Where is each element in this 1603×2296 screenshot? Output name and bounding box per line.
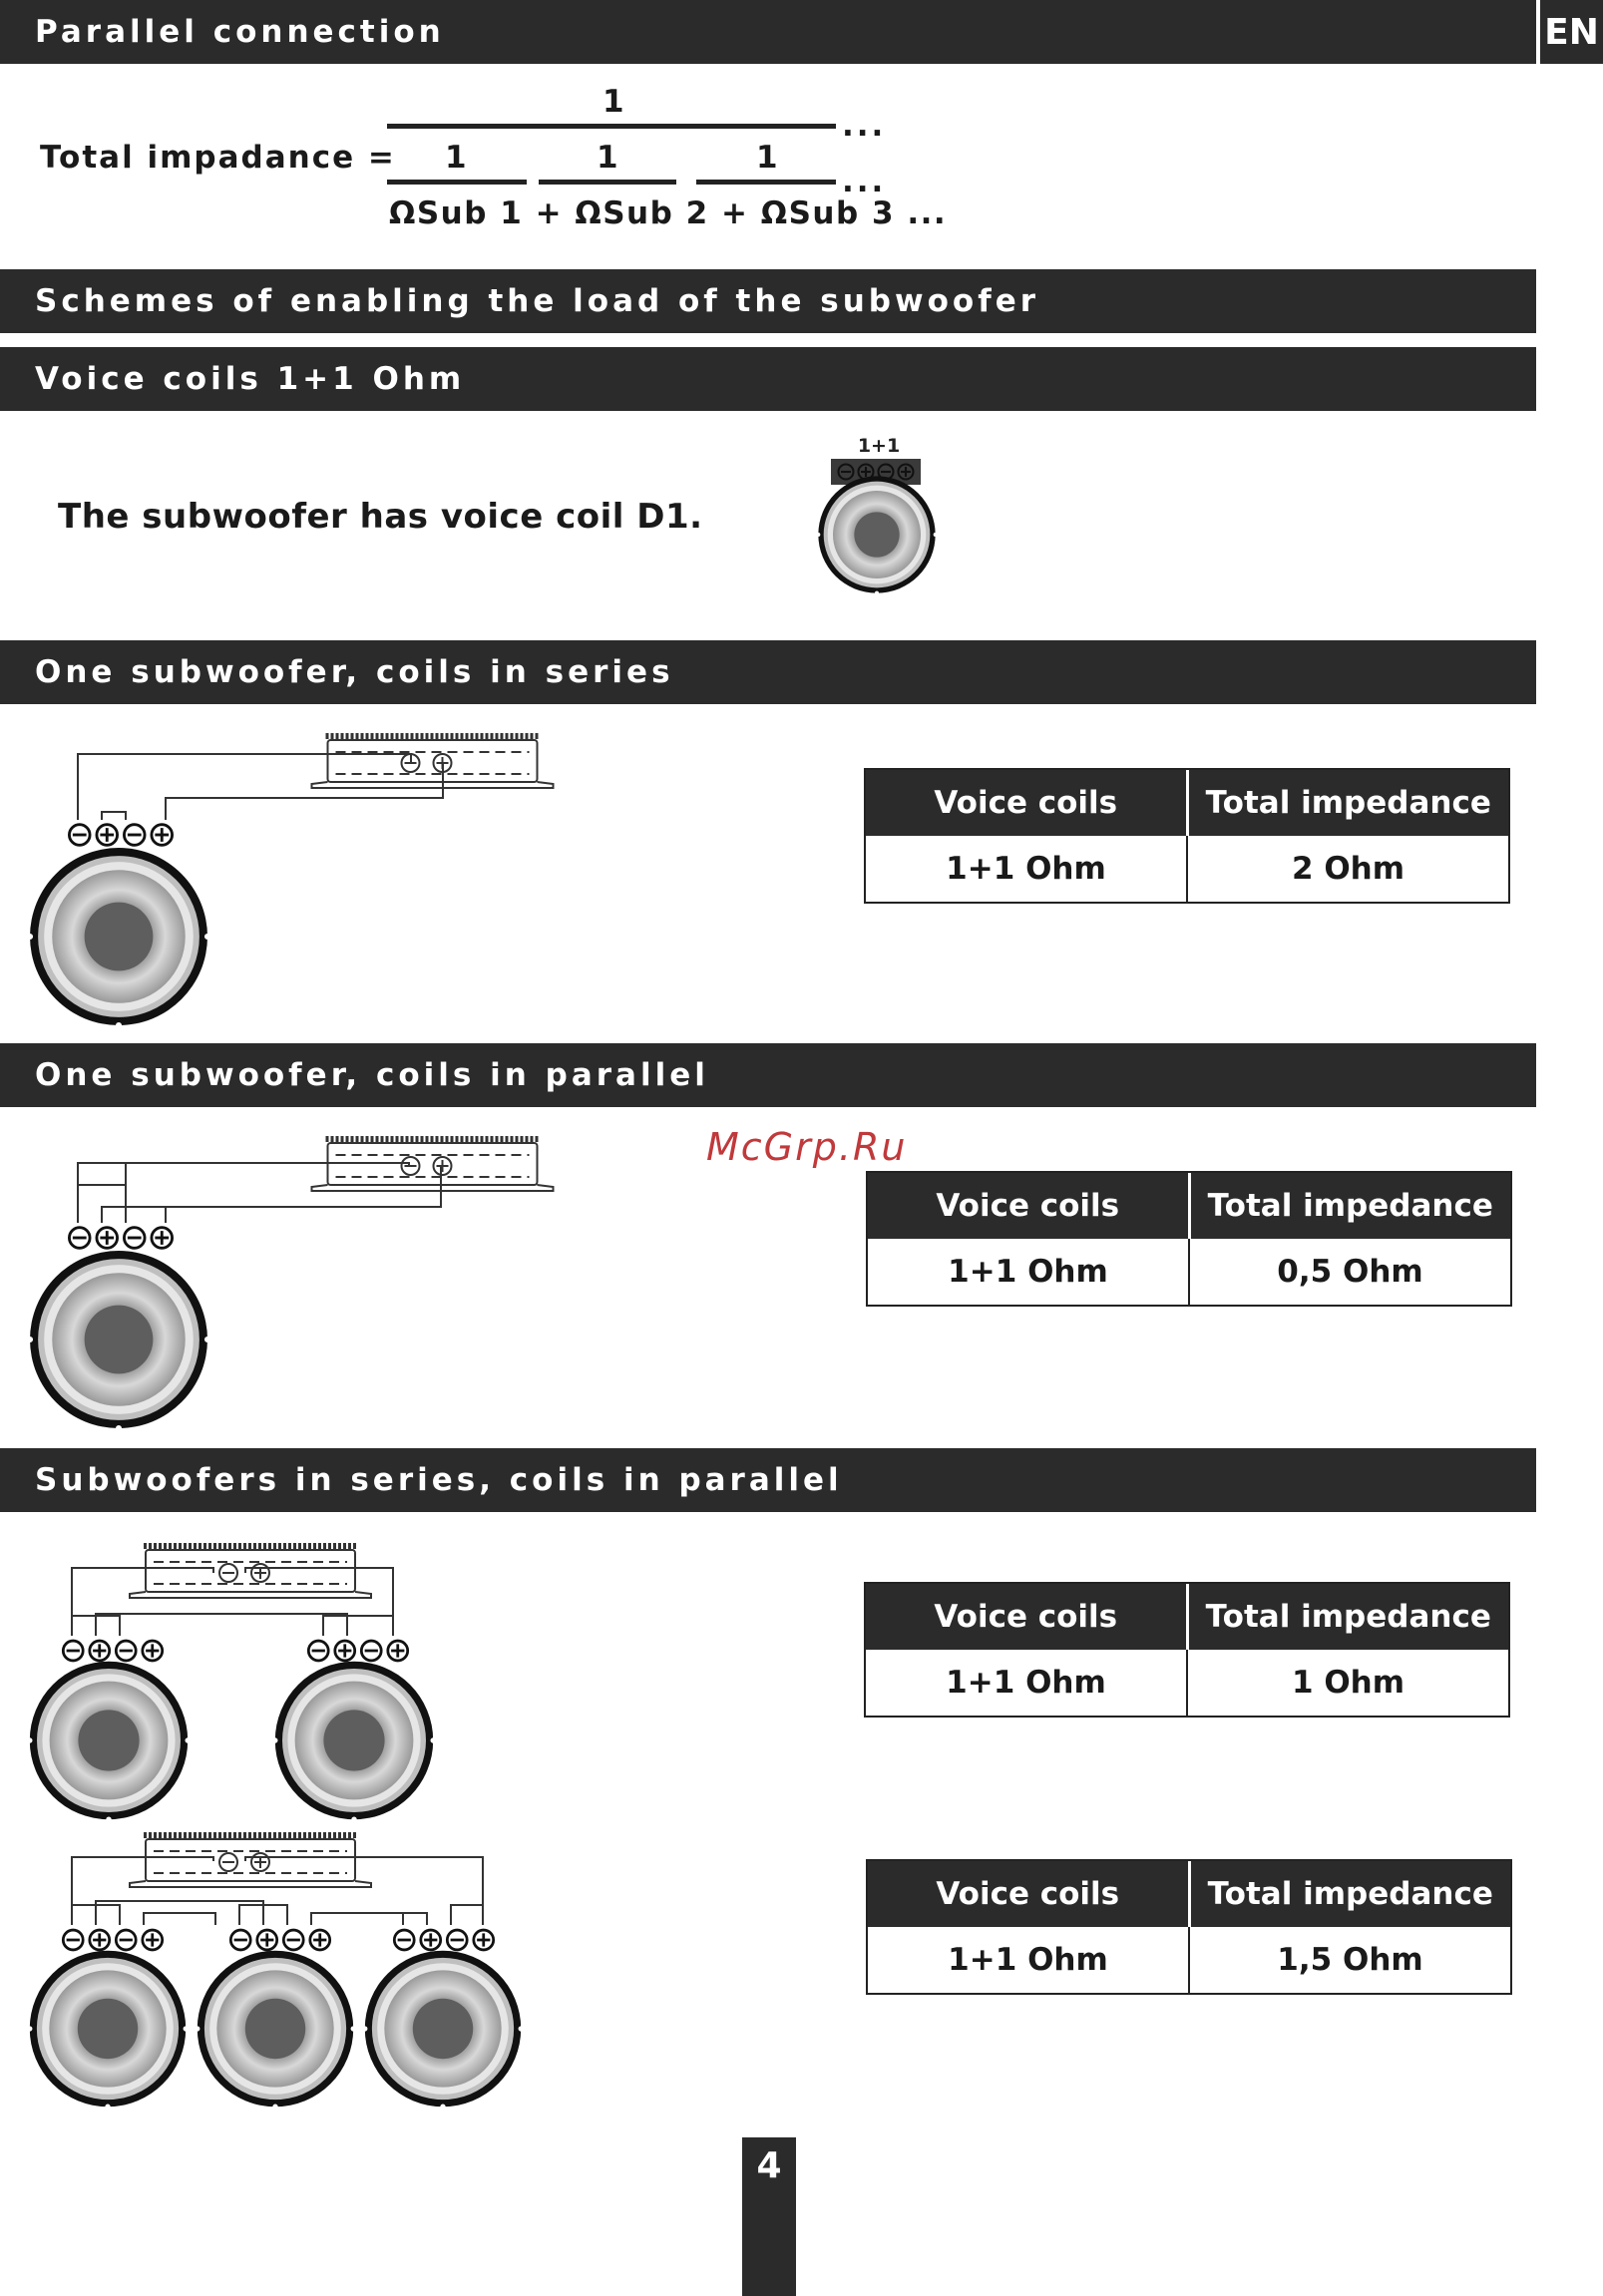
speaker-icon xyxy=(362,1951,524,2109)
cell-coils: 1+1 Ohm xyxy=(946,1665,1106,1701)
coil-label: 1+1 xyxy=(857,435,901,457)
cell-impedance: 0,5 Ohm xyxy=(1188,1239,1510,1305)
impedance-table-series xyxy=(864,768,1510,904)
col-total-impedance: Total impedance xyxy=(1188,1861,1511,1927)
impedance-table-two-subs xyxy=(864,1582,1510,1718)
cell-impedance: 2 Ohm xyxy=(1186,836,1508,902)
col-voice-coils: Voice coils xyxy=(866,1584,1186,1650)
section-series-label: One subwoofer, coils in series xyxy=(35,654,674,690)
formula-denominator: ΩSub 1 + ΩSub 2 + ΩSub 3 ... xyxy=(389,195,948,231)
section-voice-coils xyxy=(0,347,1536,411)
col-total-impedance: Total impedance xyxy=(1188,1173,1511,1239)
formula-line-1 xyxy=(387,180,527,185)
col-total-impedance: Total impedance xyxy=(1186,1584,1509,1650)
voice-coil-diagram xyxy=(814,431,944,614)
section-series xyxy=(0,640,1536,704)
coil-description: The subwoofer has voice coil D1. xyxy=(58,497,703,537)
section-subs-series xyxy=(0,1448,1536,1512)
section-schemes-label: Schemes of enabling the load of the subwoofer xyxy=(35,283,1040,319)
formula-term-1: 1 xyxy=(445,140,469,176)
terminal-icon xyxy=(63,1930,162,1950)
series-wiring-diagram xyxy=(26,720,565,1033)
formula-term-2: 1 xyxy=(597,140,620,176)
speaker-icon xyxy=(27,1251,210,1431)
formula-dots-mid: ... xyxy=(842,164,887,199)
amplifier-icon xyxy=(312,1139,554,1191)
cell-coils: 1+1 Ohm xyxy=(948,1942,1108,1978)
header-bar xyxy=(0,0,1536,64)
impedance-table-three-subs xyxy=(866,1859,1512,1995)
parallel-wiring-diagram xyxy=(26,1123,565,1436)
terminal-icon xyxy=(63,1641,162,1661)
formula-label: Total impadance = xyxy=(40,140,396,176)
cell-impedance: 1 Ohm xyxy=(1186,1650,1508,1716)
speaker-icon xyxy=(27,848,210,1028)
speaker-icon xyxy=(195,1951,356,2109)
terminal-icon xyxy=(230,1930,329,1950)
col-voice-coils: Voice coils xyxy=(868,1173,1188,1239)
page-number: 4 xyxy=(742,2137,796,2296)
section-parallel-label: One subwoofer, coils in parallel xyxy=(35,1057,709,1093)
formula-numerator: 1 xyxy=(602,84,626,120)
watermark: McGrp.Ru xyxy=(706,1125,908,1169)
speaker-icon xyxy=(816,476,937,594)
terminal-icon xyxy=(308,1641,407,1661)
section-voice-coils-label: Voice coils 1+1 Ohm xyxy=(35,361,466,397)
amplifier-icon xyxy=(130,1835,371,1887)
speaker-icon xyxy=(27,1662,191,1821)
amplifier-icon xyxy=(312,736,554,788)
col-voice-coils: Voice coils xyxy=(868,1861,1188,1927)
section-schemes xyxy=(0,269,1536,333)
impedance-table-parallel xyxy=(866,1171,1512,1307)
amplifier-icon xyxy=(130,1546,371,1598)
cell-coils: 1+1 Ohm xyxy=(948,1254,1108,1290)
formula-term-3: 1 xyxy=(756,140,780,176)
col-voice-coils: Voice coils xyxy=(866,770,1186,836)
formula-dots-top: ... xyxy=(842,108,887,144)
terminal-icon xyxy=(69,1228,172,1249)
speaker-icon xyxy=(272,1662,436,1821)
terminal-icon xyxy=(69,825,172,846)
speaker-icon xyxy=(27,1951,189,2109)
page-title: Parallel connection xyxy=(35,14,445,50)
terminal-icon xyxy=(394,1930,493,1950)
language-tab: EN xyxy=(1537,0,1603,64)
formula-line-3 xyxy=(696,180,836,185)
cell-coils: 1+1 Ohm xyxy=(946,851,1106,887)
formula-main-line xyxy=(387,124,836,129)
section-parallel xyxy=(0,1043,1536,1107)
two-subs-wiring-diagram xyxy=(26,1532,445,1825)
formula-line-2 xyxy=(539,180,676,185)
section-subs-series-label: Subwoofers in series, coils in parallel xyxy=(35,1462,843,1498)
col-total-impedance: Total impedance xyxy=(1186,770,1509,836)
three-subs-wiring-diagram xyxy=(26,1821,535,2114)
cell-impedance: 1,5 Ohm xyxy=(1188,1927,1510,1993)
